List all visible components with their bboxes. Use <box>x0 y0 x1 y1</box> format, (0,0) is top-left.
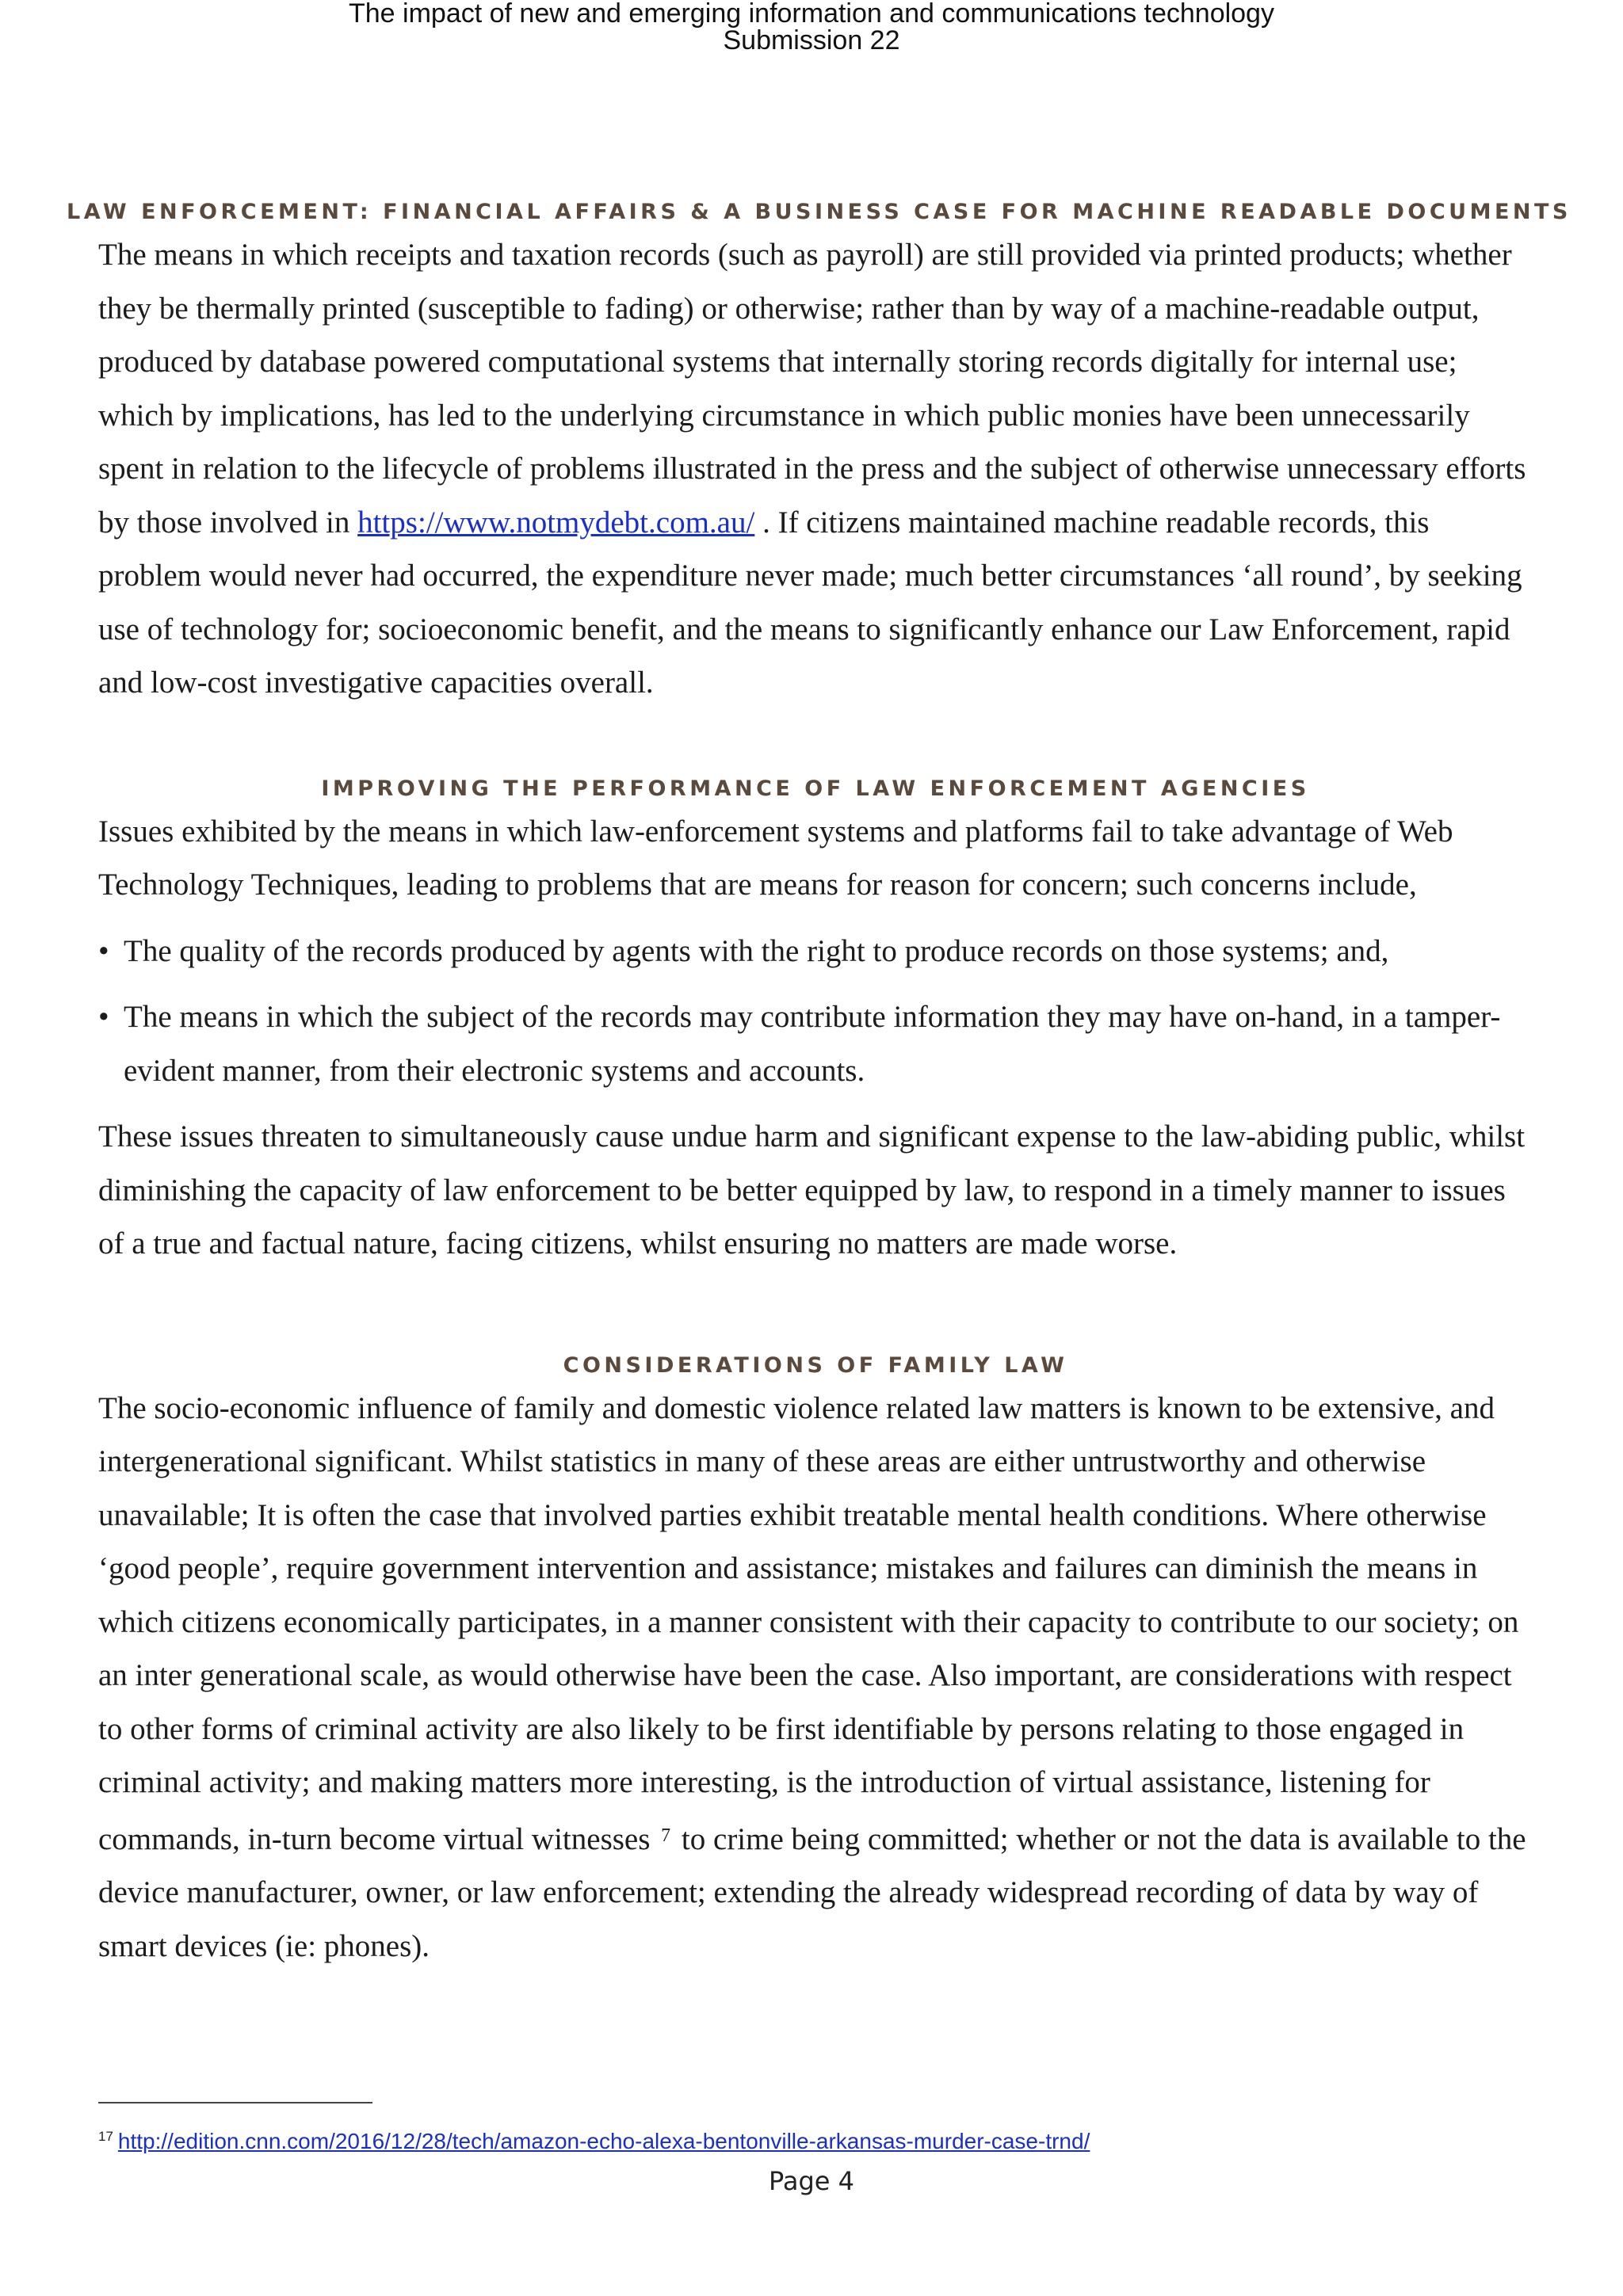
paragraph-financial-affairs <box>98 228 1533 710</box>
bullet-icon: • <box>98 1000 109 1034</box>
document-title: The impact of new and emerging information and communications technology <box>349 0 1274 29</box>
paragraph-financial-text-before: The means in which receipts and taxation records (such as payroll) are still provided via printed products; whether they be thermally printed (susceptible to fading) or otherwise; rather than by way of a machine-readable output, produced by database powered computational systems that internally storing records digitally for internal use; which by implications, has led to the underlying circumstance in which public monies have been unnecessarily spent in relation to the lifecycle of problems illustrated in the press and the subject of otherwise unnecessary efforts by those involved in <box>98 238 1526 540</box>
section-heading-family-law: CONSIDERATIONS OF FAMILY LAW <box>563 1352 1068 1378</box>
paragraph-performance-closing: These issues threaten to simultaneously cause undue harm and significant expense to the law-abiding public, whilst diminishing the capacity of law enforcement to be better equipped by law, to respond in a timely manner to issues of a true and factual nature, facing citizens, whilst ensuring no matters are made worse. <box>98 1119 1526 1261</box>
paragraph-financial-text-after: . If citizens maintained machine readable records, this problem would never had occurred, the expenditure never made; much better circumstances ‘all round’, by seeking use of technology for; socioeconomic benefit, and the means to significantly enhance our Law Enforcement, rapid and low-cost investigative capacities overall. <box>98 505 1522 700</box>
bullet-icon: • <box>98 933 109 968</box>
page-header <box>0 0 1623 54</box>
footnote-divider <box>98 2102 372 2103</box>
submission-label: Submission 22 <box>723 25 900 55</box>
paragraph-family-law <box>98 1382 1533 1974</box>
section-spacer <box>98 710 1533 773</box>
list-item-text: The means in which the subject of the records may contribute information they may have on-hand, in a tamper-evident manner, from their electronic systems and accounts. <box>124 1000 1501 1088</box>
concerns-list <box>98 925 1533 1098</box>
notmydebt-link[interactable]: https://www.notmydebt.com.au/ <box>357 505 755 540</box>
paragraph-family-text-before: The socio-economic influence of family and domestic violence related law matters is known to be extensive, and intergenerational significant. Whilst statistics in many of these areas are either untrustworthy and otherwise unavailable; It is often the case that involved parties exhibit treatable mental health conditions. Where otherwise ‘good people’, require government intervention and assistance; mistakes and failures can diminish the means in which citizens economically participates, in a manner consistent with their capacity to contribute to our society; on an inter generational scale, as would otherwise have been the case. Also important, are considerations with respect to other forms of criminal activity are also likely to be first identifiable by persons relating to those engaged in criminal activity; and making matters more interesting, is the introduction of virtual assistance, listening for commands, in-turn become virtual witnesses <box>98 1390 1519 1856</box>
main-content <box>67 184 1571 1973</box>
paragraph-performance-intro: Issues exhibited by the means in which law-enforcement systems and platforms fail to take advantage of Web Technology Techniques, leading to problems that are means for reason for concern; such concerns include, <box>98 814 1453 902</box>
paragraph-family-text-after: to crime being committed; whether or not the data is available to the device manufacturer, owner, or law enforcement; extending the already widespread recording of data by way of smart devices (ie: phones). <box>98 1821 1526 1963</box>
footnote <box>98 2123 1090 2155</box>
list-item <box>98 990 1533 1097</box>
list-item-text: The quality of the records produced by agents with the right to produce records on those systems; and, <box>124 933 1389 968</box>
list-item <box>98 925 1533 978</box>
footnote-number: 17 <box>98 2129 113 2144</box>
footnote-link[interactable]: http://edition.cnn.com/2016/12/28/tech/amazon-echo-alexa-bentonville-arkansas-murder-case-trnd/ <box>117 2129 1090 2153</box>
section-heading-law-enforcement-financial: LAW ENFORCEMENT: FINANCIAL AFFAIRS & A BUSINESS CASE FOR MACHINE READABLE DOCUMENTS <box>67 200 1571 224</box>
page-number: Page 4 <box>769 2166 854 2196</box>
section-heading-law-enforcement-performance: IMPROVING THE PERFORMANCE OF LAW ENFORCEMENT AGENCIES <box>321 776 1310 801</box>
section-spacer <box>98 1271 1533 1350</box>
footnote-reference[interactable]: 7 <box>661 1825 671 1846</box>
